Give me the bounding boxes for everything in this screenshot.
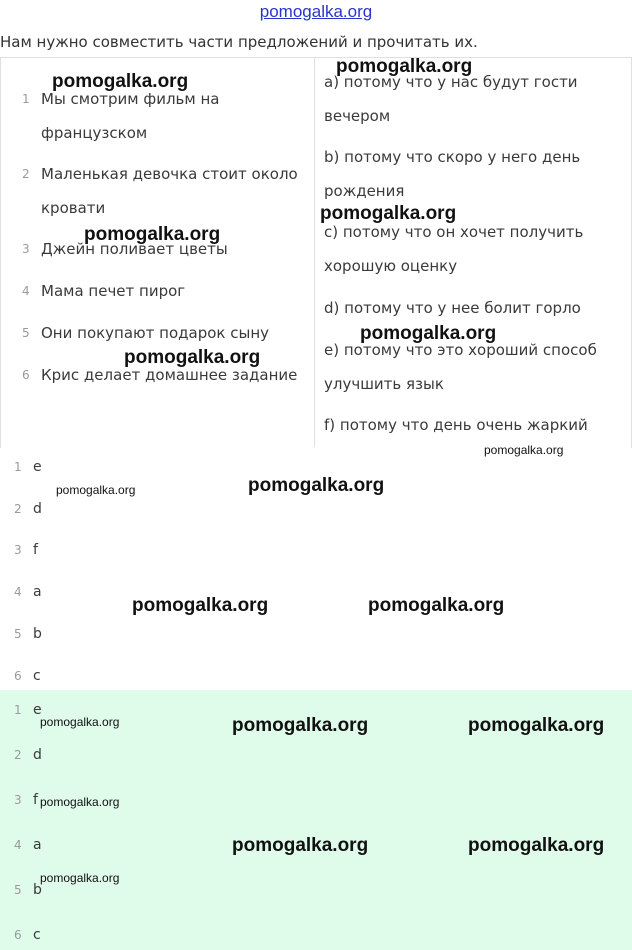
answer-number: 5	[14, 627, 22, 641]
highlighted-answer-row-4	[14, 836, 42, 854]
watermark: pomogalka.org	[40, 795, 120, 809]
answer-letter: d	[33, 747, 42, 763]
watermark: pomogalka.org	[52, 71, 189, 92]
highlighted-answer-row-6	[14, 926, 41, 944]
watermark: pomogalka.org	[320, 203, 457, 224]
watermark: pomogalka.org	[40, 871, 120, 885]
answer-letter: a	[33, 837, 42, 853]
answer-number: 6	[14, 669, 22, 683]
answer-number: 1	[14, 703, 22, 717]
item-text: Джейн поливает цветы	[41, 240, 228, 258]
answer-row-6	[14, 667, 41, 685]
answer-row-2	[14, 500, 42, 518]
item-text: Они покупают подарок сыну	[41, 324, 270, 342]
highlighted-answer-row-3	[14, 791, 38, 809]
watermark: pomogalka.org	[124, 347, 261, 368]
item-text: Маленькая девочка стоит около кровати	[41, 165, 298, 217]
watermark: pomogalka.org	[360, 323, 497, 344]
site-header	[0, 0, 632, 28]
right-item-b: b) потому что скоро у него день рождения	[324, 148, 581, 200]
left-item-4	[22, 274, 307, 308]
answer-row-1	[14, 458, 42, 476]
answer-row-5	[14, 625, 42, 643]
answer-number: 2	[14, 502, 22, 516]
watermark: pomogalka.org	[56, 483, 136, 497]
item-number: 6	[22, 368, 30, 382]
right-item-e: e) потому что это хороший способ улучшить язык	[324, 341, 597, 393]
answer-letter: e	[33, 702, 42, 718]
answer-letter: b	[33, 882, 42, 898]
watermark: pomogalka.org	[248, 475, 385, 496]
answer-number: 4	[14, 585, 22, 599]
watermark: pomogalka.org	[232, 835, 369, 856]
answer-number: 4	[14, 838, 22, 852]
answer-number: 5	[14, 883, 22, 897]
item-number: 2	[22, 167, 30, 181]
task-instruction: Нам нужно совместить части предложений и прочитать их.	[0, 33, 478, 51]
answer-letter: b	[33, 626, 42, 642]
watermark: pomogalka.org	[132, 595, 269, 616]
answer-row-4	[14, 583, 42, 601]
answer-letter: c	[33, 927, 41, 943]
highlighted-answer-row-5	[14, 881, 42, 899]
watermark: pomogalka.org	[40, 715, 120, 729]
answer-number: 6	[14, 928, 22, 942]
answer-letter: d	[33, 501, 42, 517]
answer-row-3	[14, 541, 38, 559]
site-link[interactable]: pomogalka.org	[259, 2, 373, 21]
answer-letter: e	[33, 459, 42, 475]
item-number: 5	[22, 326, 30, 340]
answer-number: 3	[14, 793, 22, 807]
highlighted-answer-row-2	[14, 746, 42, 764]
highlighted-answer-row-1	[14, 701, 42, 719]
right-item-d: d) потому что у нее болит горло	[324, 299, 581, 317]
item-number: 3	[22, 242, 30, 256]
right-item-c: c) потому что он хочет получить хорошую оценку	[324, 223, 584, 275]
answer-number: 3	[14, 543, 22, 557]
answer-letter: f	[33, 542, 38, 558]
item-text: Крис делает домашнее задание	[41, 366, 298, 384]
watermark: pomogalka.org	[84, 224, 221, 245]
right-item-f: f) потому что день очень жаркий	[324, 416, 588, 434]
answer-letter: c	[33, 668, 41, 684]
watermark: pomogalka.org	[368, 595, 505, 616]
watermark: pomogalka.org	[232, 715, 369, 736]
watermark: pomogalka.org	[484, 443, 564, 457]
answer-letter: a	[33, 584, 42, 600]
item-text: Мы смотрим фильм на французском	[41, 90, 220, 142]
table-divider	[314, 57, 315, 447]
item-text: Мама печет пирог	[41, 282, 186, 300]
left-item-5	[22, 316, 307, 350]
answer-number: 1	[14, 460, 22, 474]
left-item-2	[22, 157, 307, 225]
item-number: 1	[22, 92, 30, 106]
right-item-a: a) потому что у нас будут гости вечером	[324, 73, 578, 125]
watermark: pomogalka.org	[336, 56, 473, 77]
item-number: 4	[22, 284, 30, 298]
answer-letter: f	[33, 792, 38, 808]
watermark: pomogalka.org	[468, 715, 605, 736]
answer-number: 2	[14, 748, 22, 762]
watermark: pomogalka.org	[468, 835, 605, 856]
